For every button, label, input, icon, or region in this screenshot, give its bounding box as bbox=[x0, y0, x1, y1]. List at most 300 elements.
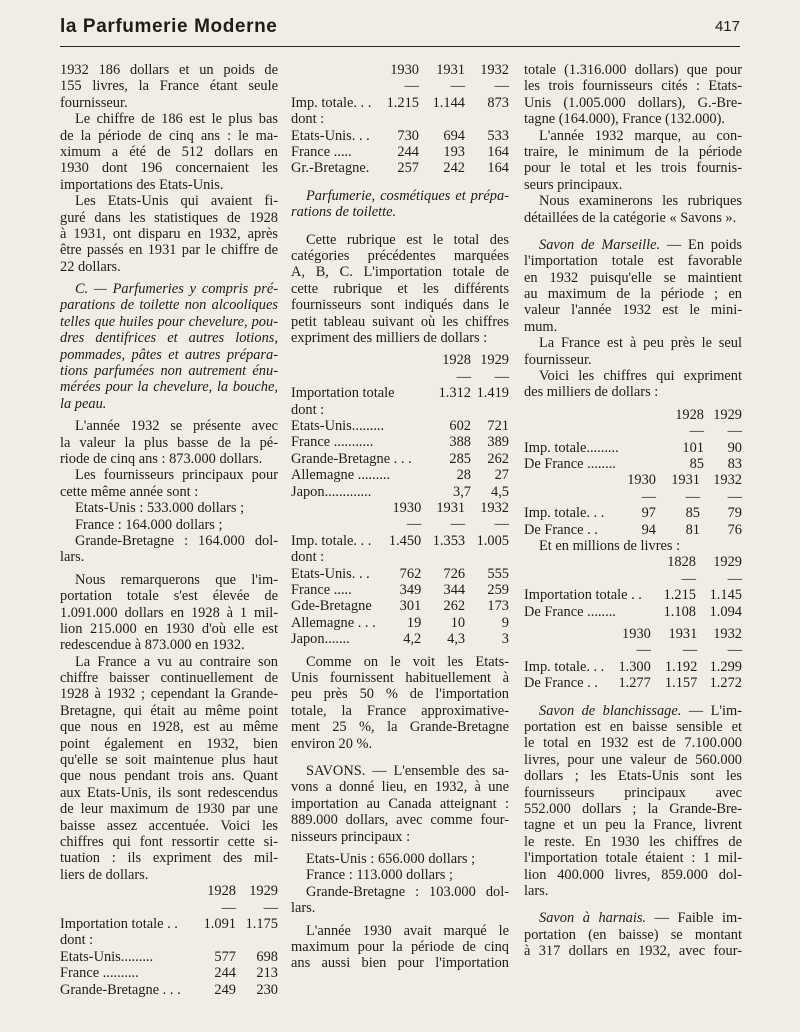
paragraph bbox=[60, 418, 278, 467]
text-line: importations des Etats-Unis. bbox=[60, 176, 224, 193]
cell-value: 1.005 bbox=[476, 532, 509, 549]
text-line: La France a vu au contraire son bbox=[75, 653, 278, 670]
text-line: point également en 1932, bien bbox=[60, 735, 278, 752]
cell-value: 698 bbox=[256, 948, 278, 965]
paragraph-savon-blanchissage bbox=[524, 703, 742, 900]
cell-value: 721 bbox=[487, 417, 509, 434]
dash: — bbox=[682, 642, 698, 659]
table-header-row bbox=[524, 626, 742, 642]
text-line: rations de toilette. bbox=[291, 204, 397, 221]
text-line: baisse assez accentuée. Voici les bbox=[60, 817, 278, 834]
row-label: dont : bbox=[60, 932, 94, 949]
cell-value: 249 bbox=[214, 981, 236, 998]
text-line: mérées pour la chevelure, la bouche, bbox=[60, 379, 278, 396]
cell-value: 555 bbox=[487, 565, 509, 582]
text-line: en 1932 puisqu'elle se maintient bbox=[524, 269, 742, 286]
text-line: seurs principaux. bbox=[524, 176, 623, 193]
year-header: 1929 bbox=[249, 883, 278, 900]
year-header: 1928 bbox=[207, 883, 236, 900]
text-line: détaillées de la catégorie « Savons ». bbox=[524, 209, 737, 226]
cell-value: 81 bbox=[685, 521, 700, 538]
row-label: France ..... bbox=[291, 144, 352, 161]
paragraph bbox=[524, 128, 742, 194]
table-header-row bbox=[60, 883, 278, 899]
page-number: 417 bbox=[714, 18, 740, 35]
text-line: L'année 1930 avait marqué le bbox=[306, 922, 509, 939]
text-line: 22 dollars. bbox=[60, 258, 121, 275]
text-line: que nous en 1928, est au même bbox=[60, 719, 278, 736]
row-label: Imp. totale. . . bbox=[291, 94, 372, 111]
table-row bbox=[291, 484, 509, 500]
cell-value: 873 bbox=[487, 94, 509, 111]
cell-value: 4,5 bbox=[491, 483, 509, 500]
cell-value: 1.312 bbox=[438, 385, 471, 402]
cell-value: 694 bbox=[443, 127, 465, 144]
row-label: Imp. totale......... bbox=[524, 439, 619, 456]
row-label: Allemagne . . . bbox=[291, 614, 376, 631]
paragraph bbox=[60, 654, 278, 883]
dash: — bbox=[456, 368, 471, 385]
table-dash-row bbox=[524, 642, 742, 658]
dash: — bbox=[406, 516, 422, 533]
table-row bbox=[291, 385, 509, 401]
row-label: Allemagne ......... bbox=[291, 467, 391, 484]
year-header: 1929 bbox=[480, 352, 509, 369]
text-line: importation au Canada atteignant : bbox=[291, 795, 509, 812]
marseille-soap-table-1930-1932 bbox=[524, 472, 742, 538]
dash: — bbox=[727, 570, 742, 587]
text-line: portation (en baisse) se montant bbox=[524, 926, 742, 943]
dash: — bbox=[689, 423, 704, 440]
text-line: valeur l'année 1932 est le mini- bbox=[524, 302, 742, 319]
list-item: lars. bbox=[291, 900, 316, 917]
table-row bbox=[291, 451, 509, 467]
cell-value: 1.419 bbox=[476, 385, 509, 402]
table-row bbox=[524, 456, 742, 472]
cell-value: 97 bbox=[641, 505, 656, 522]
list-item: Grande-Bretagne : 164.000 dol- bbox=[75, 532, 278, 549]
year-header: 1932 bbox=[713, 472, 742, 489]
text-line: vons a donné lieu, en 1932, à une bbox=[291, 779, 509, 796]
row-label: Grande-Bretagne . . . bbox=[291, 450, 412, 467]
cell-value: 730 bbox=[397, 127, 419, 144]
row-label: Japon....... bbox=[291, 631, 350, 648]
table-row bbox=[291, 434, 509, 450]
text-line: Comme on le voit les Etats- bbox=[306, 653, 509, 670]
year-header: 1932 bbox=[480, 500, 509, 517]
text-line: fournisseurs principaux avec bbox=[524, 784, 742, 801]
cell-value: 1.192 bbox=[664, 658, 698, 675]
paragraph bbox=[291, 654, 509, 752]
text-line: guré dans les statistiques de 1928 bbox=[60, 209, 278, 226]
text-line: Les Etats-Unis qui avaient fi- bbox=[75, 193, 278, 210]
text-line: Parfumerie, cosmétiques et prépa- bbox=[306, 187, 509, 204]
cell-value: 388 bbox=[449, 434, 471, 451]
text-line: L'année 1932 se présente avec bbox=[75, 418, 278, 435]
text-line: Savon de Marseille. — En poids bbox=[539, 236, 742, 253]
table-dash-row bbox=[291, 78, 509, 94]
dash: — bbox=[221, 899, 236, 916]
cell-value: 1.157 bbox=[664, 675, 698, 692]
dash: — bbox=[727, 642, 742, 659]
cell-value: 173 bbox=[487, 598, 509, 615]
table-dash-row bbox=[524, 489, 742, 505]
row-label: Etats-Unis......... bbox=[60, 948, 154, 965]
row-label: Importation totale . . bbox=[524, 587, 642, 604]
dash: — bbox=[727, 488, 742, 505]
dash: — bbox=[681, 570, 696, 587]
cell-value: 90 bbox=[727, 439, 742, 456]
cell-value: 27 bbox=[494, 467, 509, 484]
paragraph-savon-marseille bbox=[524, 237, 742, 335]
text-line: redescendue à 873.000 en 1932. bbox=[60, 637, 245, 654]
text-line: traire, le minimum de la période bbox=[524, 143, 742, 160]
paragraph bbox=[524, 62, 742, 128]
cell-value: 85 bbox=[689, 456, 704, 473]
text-line: petit tableau suivant où les chiffres bbox=[291, 313, 509, 330]
table-header-row bbox=[291, 62, 509, 78]
table-row bbox=[524, 604, 742, 620]
cell-value: 1.272 bbox=[709, 675, 742, 692]
paragraph bbox=[291, 923, 509, 972]
text-line: Nous remarquerons que l'im- bbox=[75, 571, 278, 588]
text-line: Bretagne, qui était au même point bbox=[60, 702, 278, 719]
row-label: France ..... bbox=[291, 582, 352, 599]
table-row bbox=[60, 916, 278, 932]
year-header: 1930 bbox=[627, 472, 656, 489]
text-line: la valeur la plus basse de la pé- bbox=[60, 434, 278, 451]
marseille-soap-table-1928-1929 bbox=[524, 407, 742, 473]
year-header: 1828 bbox=[667, 554, 696, 571]
supplier-list bbox=[60, 500, 278, 566]
table-row bbox=[60, 932, 278, 948]
paragraph bbox=[524, 335, 742, 368]
table-row bbox=[524, 505, 742, 521]
text-line: A, B, C. L'importation totale de bbox=[291, 264, 509, 281]
text-column-1 bbox=[60, 62, 278, 998]
text-line: mum. bbox=[524, 318, 558, 335]
text-line: tuation : ils expriment des mil- bbox=[60, 850, 278, 867]
cell-value: 230 bbox=[256, 981, 278, 998]
text-line: Unis (1.005.000 dollars), G.-Bre- bbox=[524, 94, 742, 111]
text-line: Cette rubrique est le total des bbox=[306, 231, 509, 248]
text-line: dres dentifrices et autres lotions, bbox=[60, 330, 278, 347]
table-dash-row bbox=[524, 571, 742, 587]
paragraph bbox=[524, 368, 742, 401]
cell-value: 10 bbox=[450, 614, 466, 631]
cell-value: 193 bbox=[443, 144, 465, 161]
table-row bbox=[291, 549, 509, 565]
text-line: lion 215.000 en 1930 d'où elle est bbox=[60, 620, 278, 637]
text-line: 1.091.000 dollars en 1928 à 1 mil- bbox=[60, 604, 278, 621]
cell-value: 1.145 bbox=[709, 587, 742, 604]
table-row bbox=[524, 587, 742, 603]
row-label: Japon............. bbox=[291, 483, 372, 500]
year-header: 1928 bbox=[675, 406, 704, 423]
text-line: totale (1.316.000 dollars) que pour bbox=[524, 62, 742, 78]
text-line: portation est en baisse sensible et bbox=[524, 719, 742, 736]
marseille-soap-weight-table-1828-1929 bbox=[524, 554, 742, 620]
text-line: L'année 1932 marque, au con- bbox=[539, 127, 742, 144]
text-line: C. — Parfumeries y compris pré- bbox=[75, 281, 278, 298]
text-line: nisseurs principaux : bbox=[291, 828, 411, 845]
text-line: 1930 dont 196 concernaient les bbox=[60, 160, 278, 177]
dash: — bbox=[494, 368, 509, 385]
row-label: France ........... bbox=[291, 434, 374, 451]
text-line: totale, la France approximative- bbox=[291, 702, 509, 719]
cell-value: 726 bbox=[443, 565, 466, 582]
text-line: l'importation totale est favorable bbox=[524, 253, 742, 270]
text-line: que nous pendant trois ans. Quant bbox=[60, 768, 278, 785]
text-line: chiffre baisser continuellement de bbox=[60, 670, 278, 687]
table-row bbox=[291, 402, 509, 418]
text-line: la peau. bbox=[60, 395, 107, 412]
text-line: environ 20 %. bbox=[291, 735, 373, 752]
row-label: France .......... bbox=[60, 965, 139, 982]
cell-value: 257 bbox=[397, 160, 419, 177]
text-line: liers de dollars. bbox=[60, 866, 149, 883]
year-header: 1931 bbox=[436, 500, 466, 517]
cell-value: 83 bbox=[727, 456, 742, 473]
paragraph-category-c bbox=[60, 281, 278, 412]
import-table-1928-1929 bbox=[291, 352, 509, 500]
year-header: 1929 bbox=[713, 554, 742, 571]
table-row bbox=[291, 598, 509, 614]
table-row bbox=[60, 982, 278, 998]
cell-value: 533 bbox=[487, 127, 509, 144]
dash: — bbox=[636, 642, 651, 659]
text-line: ment 25 %, la Grande-Bretagne bbox=[291, 719, 509, 736]
table-header-row bbox=[524, 554, 742, 570]
table-row bbox=[60, 965, 278, 981]
dash: — bbox=[263, 899, 278, 916]
dash: — bbox=[450, 516, 466, 533]
paragraph-savon-harnais bbox=[524, 910, 742, 959]
row-label: dont : bbox=[291, 549, 325, 566]
paragraph bbox=[60, 467, 278, 500]
cell-value: 4,3 bbox=[447, 631, 466, 648]
row-label: Gde-Bretagne bbox=[291, 598, 372, 615]
text-line: tagne (164.000), France (132.000). bbox=[524, 111, 726, 128]
marseille-soap-weight-table-1930-1932 bbox=[524, 626, 742, 692]
dash: — bbox=[494, 78, 509, 95]
text-line: cette rubrique et les différents bbox=[291, 280, 509, 297]
cell-value: 101 bbox=[682, 439, 704, 456]
year-header: 1931 bbox=[671, 472, 700, 489]
year-header: 1931 bbox=[668, 626, 698, 643]
table-row bbox=[291, 533, 509, 549]
text-line: livres, pour une valeur de 560.000 bbox=[524, 751, 742, 768]
cell-value: 577 bbox=[214, 948, 236, 965]
text-line: lars. bbox=[524, 883, 549, 899]
dash: — bbox=[404, 78, 419, 95]
table-header-row bbox=[291, 352, 509, 368]
paragraph bbox=[291, 232, 509, 347]
text-line: Et en millions de livres : bbox=[539, 538, 681, 555]
table-header-row bbox=[291, 500, 509, 516]
row-label: De France . . bbox=[524, 521, 598, 538]
paragraph bbox=[60, 62, 278, 111]
table-row bbox=[524, 440, 742, 456]
table-row bbox=[291, 467, 509, 483]
row-label: De France . . bbox=[524, 675, 598, 692]
cell-value: 213 bbox=[256, 965, 278, 982]
cell-value: 301 bbox=[399, 598, 422, 615]
run-in-heading: Savon de Marseille. bbox=[539, 236, 661, 253]
text-line: ans aussi bien pour l'importation bbox=[291, 955, 509, 972]
import-table-1928-1929 bbox=[60, 883, 278, 998]
cell-value: 1.450 bbox=[388, 532, 422, 549]
row-label: Etats-Unis. . . bbox=[291, 127, 370, 144]
cell-value: 262 bbox=[443, 598, 466, 615]
table-row bbox=[291, 128, 509, 144]
row-label: Etats-Unis......... bbox=[291, 417, 385, 434]
text-line: le total en 1932 est de 7.100.000 bbox=[524, 735, 742, 752]
text-line: Les fournisseurs principaux pour bbox=[75, 467, 278, 484]
text-line: expriment des milliers de dollars : bbox=[291, 329, 488, 346]
text-line: aux Etats-Unis, ils sont redescendus bbox=[60, 784, 278, 801]
cell-value: 259 bbox=[487, 582, 509, 599]
cell-value: 349 bbox=[399, 582, 422, 599]
text-line: au maximum de la période ; en bbox=[524, 286, 742, 303]
cell-value: 285 bbox=[449, 450, 471, 467]
year-header: 1930 bbox=[390, 62, 419, 78]
page-header bbox=[60, 12, 740, 47]
table-dash-row bbox=[524, 423, 742, 439]
dash: — bbox=[641, 488, 656, 505]
text-line: à 1931, ont disparu en 1932, après bbox=[60, 225, 278, 242]
paragraph bbox=[60, 572, 278, 654]
text-line: 1932 186 dollars et un poids de bbox=[60, 62, 278, 78]
text-line: tions parfumées non autrement énu- bbox=[60, 363, 278, 380]
row-label: Imp. totale. . . bbox=[291, 532, 372, 549]
table-dash-row bbox=[291, 516, 509, 532]
table-row bbox=[291, 111, 509, 127]
text-line: riode de cinq ans : 873.000 dollars. bbox=[60, 450, 263, 467]
text-line: Voici les chiffres qui expriment bbox=[539, 368, 742, 385]
text-line: Nous examinerons les rubriques bbox=[539, 193, 742, 210]
text-column-3 bbox=[524, 62, 742, 960]
import-table-1930-1932 bbox=[291, 500, 509, 648]
text-line: portation totale s'est élevée de bbox=[60, 588, 278, 605]
text-line: fournisseur. bbox=[524, 351, 592, 368]
cell-value: 3,7 bbox=[453, 483, 471, 500]
text-line: à 317 dollars en 1932, avec four- bbox=[524, 943, 742, 960]
import-table-1930-1932 bbox=[291, 62, 509, 177]
cell-value: 244 bbox=[214, 965, 236, 982]
cell-value: 242 bbox=[443, 160, 465, 177]
text-line: maximum pour la période de cinq bbox=[291, 938, 509, 955]
journal-title: la Parfumerie Moderne bbox=[60, 16, 278, 37]
cell-value: 1.094 bbox=[709, 603, 742, 620]
text-line: fournisseur. bbox=[60, 94, 128, 111]
cell-value: 1.108 bbox=[663, 603, 696, 620]
paragraph bbox=[524, 193, 742, 226]
cell-value: 1.215 bbox=[386, 94, 419, 111]
text-line: de la période de cinq ans : le ma- bbox=[60, 127, 278, 144]
text-line: parations de toilette non alcooliques bbox=[60, 297, 278, 314]
row-label: De France ........ bbox=[524, 456, 616, 473]
cell-value: 76 bbox=[727, 521, 742, 538]
cell-value: 602 bbox=[449, 417, 471, 434]
text-line: dollars ; les Etats-Unis sont les bbox=[524, 768, 742, 785]
cell-value: 164 bbox=[487, 160, 509, 177]
text-line: 1928 à 1932 ; cependant la Grande- bbox=[60, 686, 278, 703]
list-item: Etats-Unis : 533.000 dollars ; bbox=[75, 500, 245, 517]
cell-value: 344 bbox=[443, 582, 466, 599]
table-header-row bbox=[524, 407, 742, 423]
text-line: ximum a été de 512 dollars en bbox=[60, 143, 278, 160]
text-line: pour le total et les trois fournis- bbox=[524, 160, 742, 177]
cell-value: 1.300 bbox=[618, 658, 651, 675]
list-item: Etats-Unis : 656.000 dollars ; bbox=[306, 850, 476, 867]
row-label: dont : bbox=[291, 111, 325, 128]
table-dash-row bbox=[291, 369, 509, 385]
table-row bbox=[291, 418, 509, 434]
dash: — bbox=[685, 488, 700, 505]
cell-value: 85 bbox=[685, 505, 700, 522]
list-item: Grande-Bretagne : 103.000 dol- bbox=[306, 883, 509, 900]
cell-value: 262 bbox=[487, 450, 509, 467]
table-row bbox=[291, 631, 509, 647]
text-line: cette même année sont : bbox=[60, 483, 199, 500]
year-header: 1930 bbox=[392, 500, 422, 517]
text-line: catégories précédentes marquées bbox=[291, 248, 509, 265]
text-line: l'importation totale étaient : 1 mil- bbox=[524, 850, 742, 867]
cell-value: 4,2 bbox=[403, 631, 422, 648]
row-label: Grande-Bretagne . . . bbox=[60, 981, 181, 998]
cell-value: 1.215 bbox=[663, 587, 696, 604]
row-label: dont : bbox=[291, 401, 325, 418]
text-line: de leur maximum de 1930 par une bbox=[60, 801, 278, 818]
cell-value: 1.299 bbox=[709, 658, 742, 675]
table-row bbox=[291, 144, 509, 160]
row-label: Importation totale bbox=[291, 385, 395, 402]
table-row bbox=[524, 675, 742, 691]
cell-value: 1.091 bbox=[203, 915, 236, 932]
text-line: peu près 50 % de l'importation bbox=[291, 686, 509, 703]
table-row bbox=[291, 566, 509, 582]
dash: — bbox=[727, 423, 742, 440]
text-line: SAVONS. — L'ensemble des sa- bbox=[306, 763, 509, 780]
row-label: De France ........ bbox=[524, 603, 616, 620]
list-item: France : 164.000 dollars ; bbox=[75, 516, 223, 533]
text-line: pommades, pâtes et autres prépara- bbox=[60, 346, 278, 363]
supplier-list bbox=[291, 851, 509, 917]
paragraph-savons bbox=[291, 763, 509, 845]
section-subheading bbox=[291, 188, 509, 221]
text-line: les trois fournisseurs cités : Etats- bbox=[524, 78, 742, 95]
row-label: Imp. totale. . . bbox=[524, 658, 605, 675]
text-line: Unis fournissent habituellement à bbox=[291, 670, 509, 687]
cell-value: 1.144 bbox=[432, 94, 465, 111]
table-dash-row bbox=[60, 900, 278, 916]
row-label: Etats-Unis. . . bbox=[291, 565, 370, 582]
text-line: Savon à harnais. — Faible im- bbox=[539, 910, 742, 927]
year-header: 1932 bbox=[713, 626, 742, 643]
text-line: chiffres qui font ressortir cette si- bbox=[60, 833, 278, 850]
cell-value: 28 bbox=[456, 467, 471, 484]
table-header-row bbox=[524, 472, 742, 488]
dash: — bbox=[494, 516, 509, 533]
list-item: France : 113.000 dollars ; bbox=[306, 867, 453, 884]
cell-value: 164 bbox=[487, 144, 509, 161]
cell-value: 1.277 bbox=[618, 675, 651, 692]
cell-value: 19 bbox=[406, 614, 422, 631]
table-row bbox=[60, 949, 278, 965]
text-line: 889.000 dollars, avec comme four- bbox=[291, 812, 509, 829]
cell-value: 389 bbox=[487, 434, 509, 451]
